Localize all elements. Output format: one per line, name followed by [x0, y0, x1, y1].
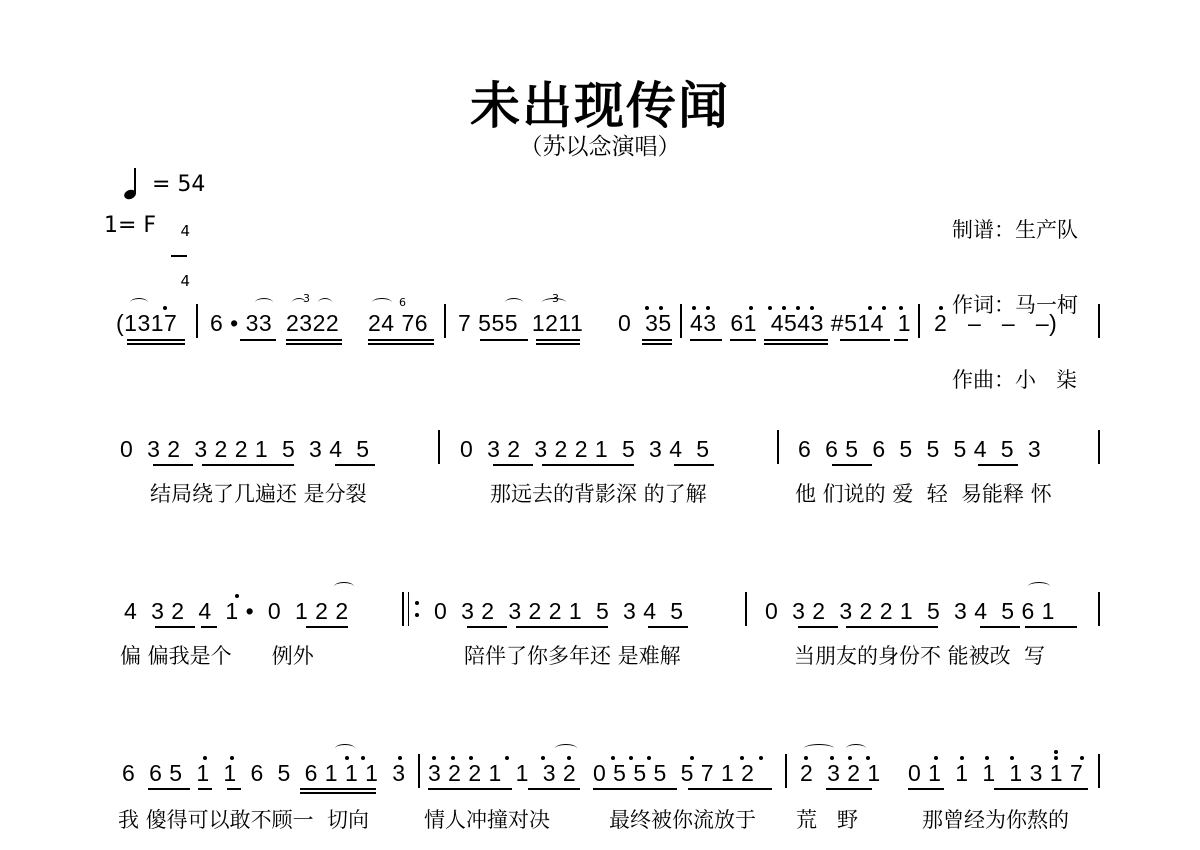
measure-notes: 0 3 2 3 2 2 1 5 3 4 5 6 1	[765, 598, 1055, 624]
barline	[680, 304, 682, 338]
barline	[745, 592, 747, 626]
measure-notes: 0 1 1 1 1 3 1 7	[908, 760, 1084, 786]
barline	[918, 304, 920, 338]
measure-notes: 0 3 2 3 2 2 1 5 3 4 5	[434, 598, 684, 624]
quarter-note-icon	[120, 168, 142, 202]
credit-music: 作曲：小 柒	[952, 368, 1078, 392]
song-subtitle: （苏以念演唱）	[519, 134, 681, 160]
measure-notes: 7 555 1211	[458, 310, 584, 336]
measure-notes: 0 5 5 5 5 7 1 2	[593, 760, 755, 786]
barline	[1098, 430, 1100, 464]
lyric-line: 陪伴了你多年还 是难解	[464, 644, 681, 668]
lyric-line: 那曾经为你熬的	[922, 808, 1069, 832]
measure-notes: 43 61 4543 #514 1	[690, 310, 912, 336]
measure-notes: 6 • 33 2322	[210, 310, 340, 336]
measure-notes: 0 3 2 3 2 2 1 5 3 4 5	[460, 436, 710, 462]
measure-notes: (1317	[116, 310, 178, 336]
lyric-line: 最终被你流放于	[609, 808, 756, 832]
tempo-value: = 54	[152, 172, 206, 197]
lyric-line: 情人冲撞对决	[424, 808, 550, 832]
time-sig-bottom: 4	[180, 271, 191, 290]
barline	[1098, 592, 1100, 626]
measure-notes: 0 35	[618, 310, 672, 336]
lyric-line: 结局绕了几遍还 是分裂	[150, 482, 367, 506]
key-signature: 1= F	[104, 213, 157, 238]
measure-notes: 6 6 5 6 5 5 5 4 5 3	[798, 436, 1042, 462]
barline	[418, 754, 420, 788]
lyric-line: 他 们说的 爱 轻 易能释 怀	[795, 482, 1052, 506]
barline	[444, 304, 446, 338]
barline	[1098, 754, 1100, 788]
time-signature	[171, 207, 191, 290]
repeat-start-barline	[402, 592, 404, 626]
time-sig-top: 4	[180, 222, 191, 240]
barline	[1098, 304, 1100, 338]
credit-lyrics: 作词：马一柯	[952, 293, 1078, 317]
barline	[438, 430, 440, 464]
credit-notation: 制谱：生产队	[952, 218, 1078, 242]
lyric-line: 我 傻得可以敢不顾一 切向	[118, 808, 370, 832]
song-title: 未出现传闻	[470, 77, 730, 135]
measure-notes: 2 – – –)	[934, 310, 1058, 336]
barline	[196, 304, 198, 338]
barline	[785, 754, 787, 788]
lyric-line: 偏 偏我是个 例外	[120, 644, 314, 668]
lyric-line: 那远去的背影深 的了解	[490, 482, 707, 506]
tempo-marking	[106, 143, 205, 202]
measure-notes: 3 2 2 1 1 3 2	[428, 760, 577, 786]
measure-notes: 4 3 2 4 1 • 0 1 2 2	[124, 598, 349, 624]
credits	[952, 168, 1078, 418]
lyric-line: 当朋友的身份不 能被改 写	[794, 644, 1046, 668]
barline	[777, 430, 779, 464]
measure-notes: 24 76	[368, 310, 429, 336]
measure-notes: 0 3 2 3 2 2 1 5 3 4 5	[120, 436, 370, 462]
measure-notes: 6 6 5 1 1 6 5 6 1 1 1 3	[122, 760, 406, 786]
lyric-line: 荒 野	[796, 808, 859, 832]
measure-notes: 2 3 2 1	[800, 760, 881, 786]
